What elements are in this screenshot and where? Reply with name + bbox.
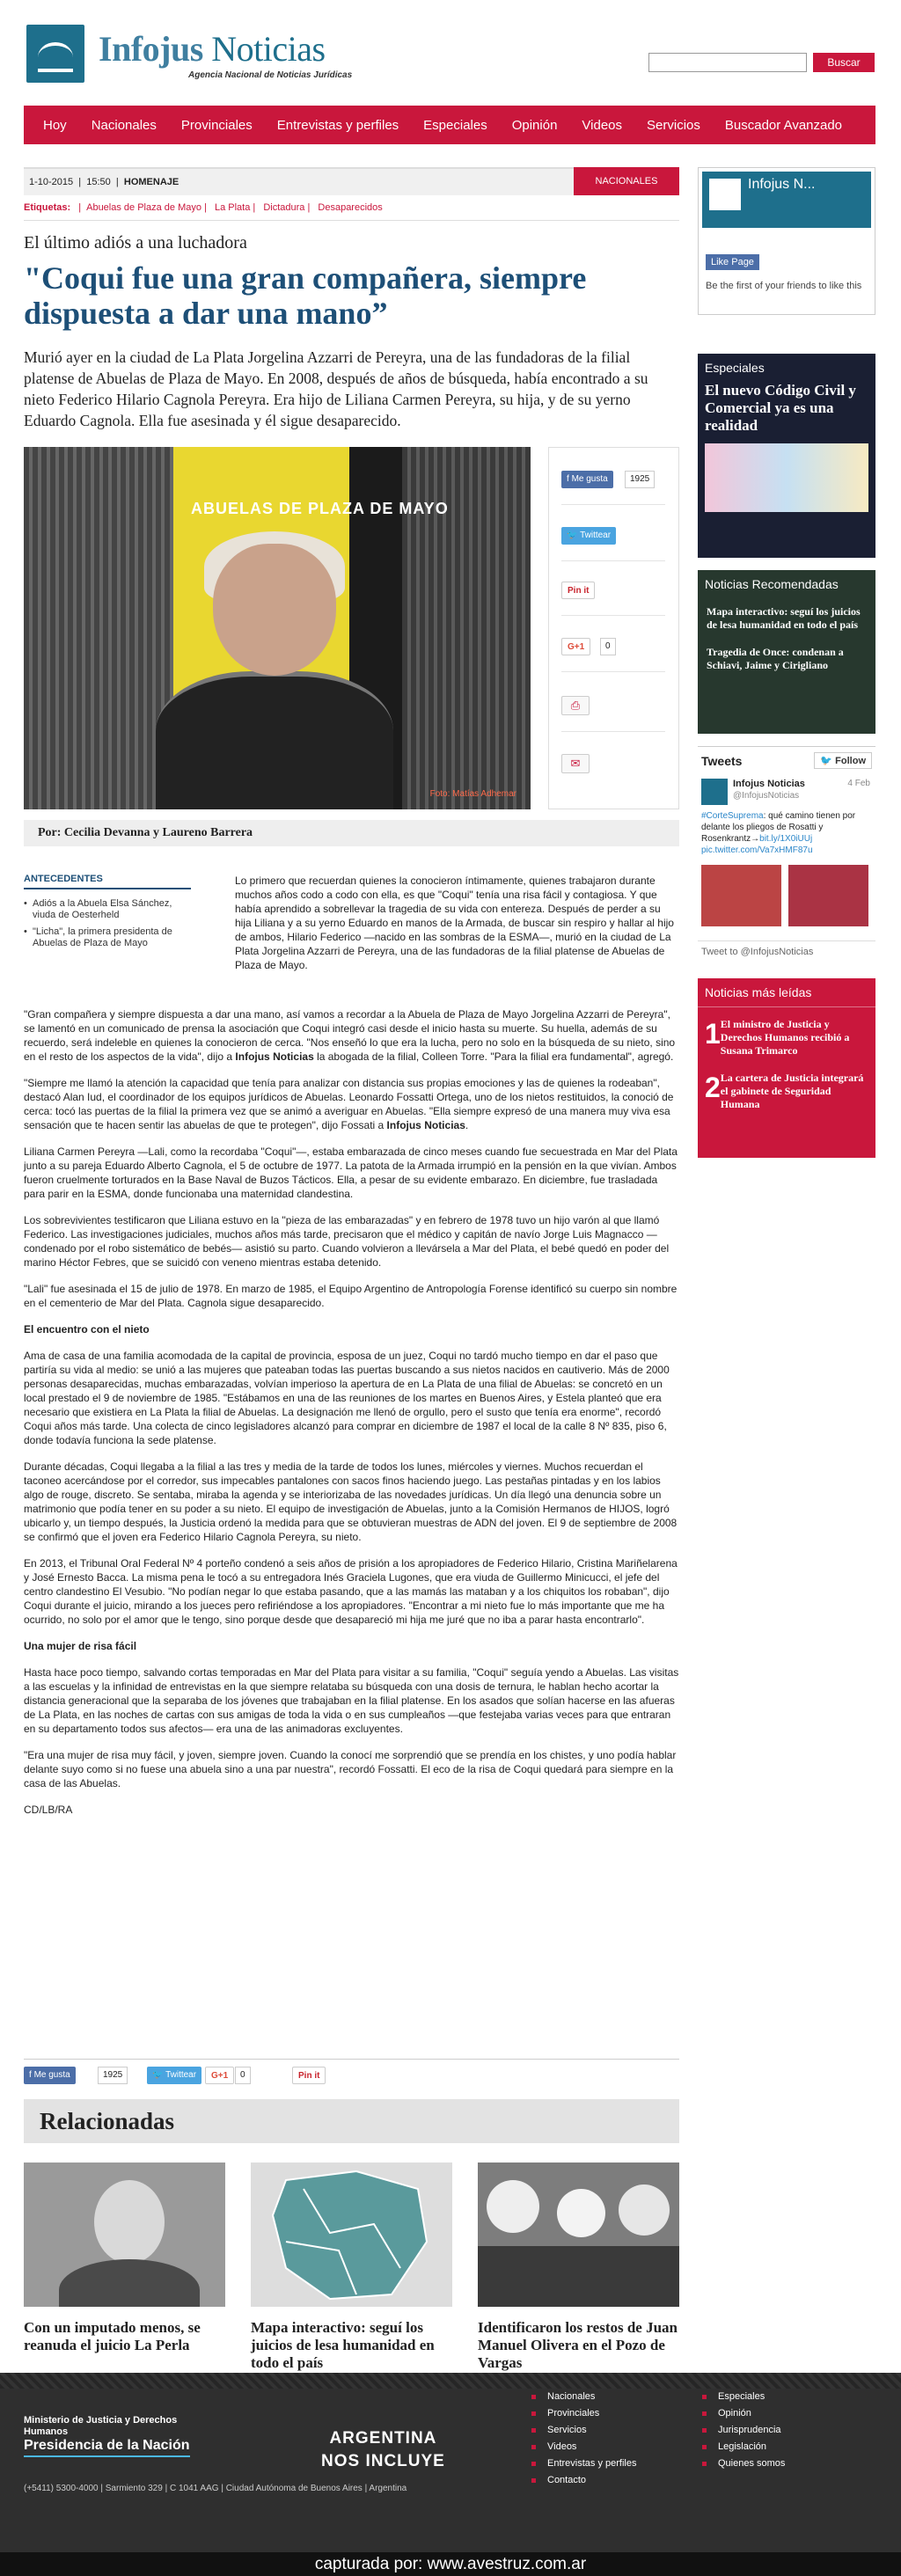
footer-link[interactable]: Legislación	[699, 2439, 785, 2455]
article-signature: CD/LB/RA	[24, 1804, 73, 1816]
paragraph: Hasta hace poco tiempo, salvando cortas temporadas en Mar del Plata para visitar a su familia, "Coqui" seguía yendo a Abuelas. Las visitas a las escuelas y la infinidad de entrevistas en la que siempre relataba su búsqueda con una dosis de ternura, le hablan hecho acortar la distancia generacional que la separaba de los jóvenes que trabajaban en la filial platense. En los asados que solían hacerse en las afueras de La Plata, en las noches de cartas con sus amigas de toda la vida o en sus cumpleaños —que festejaba varias veces para que entraran en su departamento todos sus afectos— era una de las animadoras excluyentes.	[24, 1666, 679, 1735]
facebook-like-count: 1925	[98, 2067, 128, 2084]
nav-item-especiales[interactable]: Especiales	[423, 117, 487, 133]
search-input[interactable]	[648, 53, 807, 72]
footer-address: (+5411) 5300-4000 | Sarmiento 329 | C 1041 AAG | Ciudad Autónoma de Buenos Aires | Argentina	[24, 2484, 407, 2493]
category-badge[interactable]: NACIONALES	[574, 167, 679, 195]
fb-friends-text: Be the first of your friends to like this	[706, 281, 862, 291]
tag-link[interactable]: Dictadura	[263, 202, 305, 213]
paragraph: En 2013, el Tribunal Oral Federal Nº 4 porteño condenó a seis años de prisión a los apropiadores de Federico Hilario, Cristina Mariñelarena y José Ernesto Bacca. La misma pena le tocó a su entregadora Inés Graciela Lugones, que era viuda de Guillermo Minicucci, el jefe del centro clandestino El Vesubio. "No podían negar lo que estaba pasando, que a las mamás las mataban y a los chiquitos los robaban", dijo Coqui durante el juicio, mirando a los jueces pero refiriéndose a los apropiadores. "Encontrar a mi nieto fue lo más importante que me ha ocurrido, no solo por el amor que le tengo, sino porque desde que desapareció mi hija me juré que no iba a parar hasta encontrarlo".	[24, 1557, 678, 1626]
meta-time: 15:50	[86, 177, 111, 187]
related-item[interactable]	[251, 2163, 452, 2372]
article-body	[24, 1007, 679, 1829]
tweets-heading: Tweets	[701, 754, 743, 768]
meta-section: HOMENAJE	[123, 177, 179, 187]
recomendadas-box	[698, 570, 875, 734]
twitter-avatar	[701, 779, 728, 805]
photo-credit: Foto: Matías Adhemar	[429, 789, 516, 799]
google-plus-button[interactable]: G+1	[205, 2067, 234, 2084]
article-lead: Murió ayer en la ciudad de La Plata Jorgelina Azzarri de Pereyra, una de las fundadoras de la filial platense de Abuelas de Plaza de Mayo. En 2008, después de años de búsqueda, había encontrado a su nieto Federico Hilario Cagnola Pereyra. Era hijo de Liliana Carmen Pereyra, su hija, y de su yerno Eduardo Cagnola. Ella fue asesinada y él sigue desaparecido.	[24, 348, 648, 429]
related-item[interactable]	[24, 2163, 225, 2354]
search-button[interactable]: Buscar	[813, 53, 875, 72]
antecedente-link[interactable]: • Adiós a la Abuela Elsa Sánchez, viuda de Oesterheld	[24, 898, 191, 921]
facebook-like-count: 1925	[625, 471, 655, 488]
tag-link[interactable]: La Plata	[214, 202, 251, 213]
footer-link[interactable]: Especiales	[699, 2389, 785, 2405]
logo-name-a: Infojus	[99, 29, 203, 69]
footer-ministerio: Ministerio de Justicia y Derechos Humanos	[24, 2415, 178, 2437]
article-byline: Por: Cecilia Devanna y Laureno Barrera	[24, 820, 679, 846]
logo-tagline: Agencia Nacional de Noticias Jurídicas	[188, 70, 353, 80]
fb-like-page-button[interactable]: Like Page	[706, 254, 759, 270]
pinterest-button[interactable]: Pin it	[561, 582, 595, 599]
related-item[interactable]	[478, 2163, 679, 2372]
footer-link[interactable]: Entrevistas y perfiles	[528, 2455, 636, 2472]
related-section	[24, 2099, 679, 2371]
nav-item-entrevistas[interactable]: Entrevistas y perfiles	[276, 117, 399, 133]
footer-link[interactable]: Jurisprudencia	[699, 2422, 785, 2439]
section-heading: El encuentro con el nieto	[24, 1323, 150, 1336]
google-plus-button[interactable]: G+1	[561, 638, 590, 655]
print-icon[interactable]: ⎙	[561, 696, 590, 715]
bottom-share-bar	[24, 2059, 679, 2085]
paragraph: Los sobrevivientes testificaron que Liliana estuvo en la "pieza de las embarazadas" y en febrero de 1978 tuvo un hijo varón al que llamó Federico. Las investigaciones judiciales, muchos años más tarde, precisaron que el médico y capitán de navío Jorge Luis Magnacco —condenado por el robo sistemático de bebés— asistió su parto. Cuando volvieron a llevársela a Mar del Plata, el bebé quedó en poder del marino Héctor Febres, que se suicidó con veneno mientras estaba detenido.	[24, 1214, 670, 1269]
paragraph: Ama de casa de una familia acomodada de la capital de provincia, esposa de un juez, Coqui no tardó mucho tiempo en dar el paso que partiría su vida al medio: se unió a las mujeres que pateaban todas las puertas buscando a sus nietos nacidos en cautiverio. Más de 2000 personas desaparecidas, muchas embarazadas, volvían imperioso la apertura de en La Plata de una filial de Abuelas: se concretó en un local prestado el 9 de noviembre de 1985. "Estábamos en una de las reuniones de los martes en Buenos Aires, y Estela planteó que era necesario que existiera en La Plata la filial de Abuelas. La designación me llenó de orgullo, pero el susto que tenía era enorme", recordó Coqui años más tarde. Una colecta de cinco legisladores alcanzó para comprar en diciembre de 1987 el local de la calle 8 Nº 835, piso 6, donde todavía funciona la sede platense.	[24, 1350, 670, 1446]
logo-icon	[26, 25, 84, 83]
capture-watermark: capturada por: www.avestruz.com.ar	[0, 2552, 901, 2576]
nav-item-buscador[interactable]: Buscador Avanzado	[724, 117, 843, 133]
nav-item-nacionales[interactable]: Nacionales	[91, 117, 157, 133]
logo-name-b: Noticias	[211, 29, 326, 69]
especiales-heading: Especiales	[705, 361, 765, 375]
mas-leida-item[interactable]: 2 La cartera de Justicia integrará el gabinete de Seguridad Humana	[705, 1072, 864, 1110]
tweet-text: #CorteSuprema: qué camino tienen por delante los pliegos de Rosatti y Rosenkrantz→bit.ly/1X0iUUj pic.twitter.com/Va7xHMF87u	[701, 811, 856, 855]
footer-link[interactable]: Contacto	[528, 2472, 636, 2489]
paragraph: "Lali" fue asesinada el 15 de julio de 1978. En marzo de 1985, el Equipo Argentino de Antropología Forense identificó su cuerpo sin nombre en el cementerio de Mar del Plata. Cagnola sigue desaparecido.	[24, 1283, 678, 1309]
paragraph: "Siempre me llamó la atención la capacidad que tenía para analizar con distancia sus propias emociones y las de quienes la rodeaban", destacó Alan Iud, el coordinador de los equipos jurídicos de Abuelas. Leonardo Fossatti Ortega, uno de los nietos restituidos, la conoció de cerca: tocó las puertas de la filial la primera vez que se animó a averiguar en Abuelas. "Ella siempre expresó de una manera muy viva esa sensación que te hacen sentir las abuelas de que te protegen", dijo Fossati a Infojus Noticias.	[24, 1077, 674, 1131]
tag-link[interactable]: Desaparecidos	[318, 202, 383, 213]
related-photo	[24, 2163, 225, 2307]
footer	[0, 2373, 901, 2576]
paragraph: Liliana Carmen Pereyra —Lali, como la recordaba "Coqui"—, estaba embarazada de cinco meses cuando fue secuestrada en Mar del Plata junto a su pareja Eduardo Alberto Cagnola, el 5 de octubre de 1977. La patota de la Armada irrumpió en la pensión en la que vivían. Ambos fueron cruelmente torturados en la Base Naval de Buzos Tácticos. Ella, a pesar de su evidente embarazo. En diciembre, fue trasladada para parir en la ESMA, donde funcionaba una maternidad clandestina.	[24, 1145, 678, 1200]
footer-presidencia: Presidencia de la Nación	[24, 2438, 190, 2457]
article-kicker: El último adiós a una luchadora	[24, 233, 247, 252]
header	[0, 0, 901, 104]
nav-item-provinciales[interactable]: Provinciales	[180, 117, 253, 133]
recomendadas-heading: Noticias Recomendadas	[705, 577, 839, 591]
meta-bar: 1-10-2015 | 15:50 | HOMENAJE NACIONALES	[24, 167, 679, 195]
related-heading: Relacionadas	[24, 2099, 679, 2143]
article-column	[24, 167, 679, 2371]
article-photo	[24, 447, 531, 809]
antecedentes-box	[24, 874, 191, 955]
mas-leida-item[interactable]: 1 El ministro de Justicia y Derechos Humanos recibió a Susana Trimarco	[705, 1018, 850, 1057]
tags-label: Etiquetas:	[24, 202, 71, 213]
nav-item-hoy[interactable]: Hoy	[43, 117, 67, 133]
footer-link[interactable]: Quienes somos	[699, 2455, 785, 2472]
article-title: "Coqui fue una gran compañera, siempre dispuesta a dar una mano”	[24, 260, 587, 331]
main-nav	[24, 106, 875, 144]
footer-link[interactable]: Nacionales	[528, 2389, 636, 2405]
recomendada-link[interactable]: Mapa interactivo: seguí los juicios de lesa humanidad en todo el país	[707, 605, 861, 631]
antecedentes-heading: ANTECEDENTES	[24, 874, 191, 889]
footer-argentina-logo: ARGENTINA NOS INCLUYE	[321, 2429, 445, 2470]
especiales-image[interactable]	[705, 443, 868, 512]
share-panel	[548, 447, 679, 809]
paragraph: "Gran compañera y siempre dispuesta a dar una mano, así vamos a recordar a la Abuela de Plaza de Mayo Jorgelina Azzarri de Pereyra", se lamentó en un comunicado de prensa la asociación que Coqui integró casi desde el inicio hasta su muerte. Su huella, además de su recuerdo, será indeleble en quienes la conocieron de cerca. "Nos enseñó lo que era la lucha, pero no solo en la búsqueda de su nieto, sino en el resto de los aspectos de la vida", dijo a Infojus Noticias la abogada de la filial, Colleen Torre. "Para la filial era fundamental", agregó.	[24, 1008, 676, 1063]
nav-item-servicios[interactable]: Servicios	[647, 117, 700, 133]
nav-item-opinion[interactable]: Opinión	[511, 117, 558, 133]
antecedente-link[interactable]: • "Licha", la primera presidenta de Abuelas de Plaza de Mayo	[24, 926, 191, 949]
paragraph: Durante décadas, Coqui llegaba a la filial a las tres y media de la tarde de todos los lunes, miércoles y viernes. Muchos recuerdan el taconeo acercándose por el corredor, sus impecables pantalones con sacos finos haciendo juego. Las pestañas pintadas y en los labios algo de rouge, discreto. Se sentaba, miraba la agenda y se interiorizaba de las novedades jurídicas. Un día llegó una denuncia sobre un matrimonio que podía tener en su poder a su nieto. El equipo de investigación de Abuelas, junto a la Comisión Hermanos de HIJOS, logró ubicarlo y, un tiempo después, la Justicia ordenó la medida para que se obtuvieran muestras de ADN del joven. El 9 de septiembre de 2008 se confirmó que el joven era Federico Hilario Cagnola Pereyra, su nieto.	[24, 1460, 678, 1543]
tweet-date: 4 Feb	[847, 779, 870, 788]
twitter-follow-button[interactable]: 🐦 Follow	[814, 752, 872, 769]
twitter-button[interactable]: 🐦 Twittear	[561, 527, 616, 545]
related-title[interactable]: Con un imputado menos, se reanuda el juicio La Perla	[24, 2319, 201, 2353]
footer-link[interactable]: Videos	[528, 2439, 636, 2455]
paragraph: "Era una mujer de risa muy fácil, y joven, siempre joven. Cuando la conocí me sorprendió que se prendía en los chistes, y uno podía hablar delante suyo como si no fuese una abuela sino a una par nuestra", recordó Fossatti. El eco de la risa de Coqui quedará para siempre en la casa de las Abuelas.	[24, 1749, 677, 1789]
facebook-like-button[interactable]: f Me gusta	[24, 2067, 76, 2084]
tweet-user[interactable]: Infojus Noticias	[733, 779, 805, 789]
related-photo	[478, 2163, 679, 2307]
related-map	[251, 2163, 452, 2307]
tags-row: Etiquetas: | Abuelas de Plaza de Mayo | La Plata | Dictadura | Desaparecidos	[24, 202, 679, 221]
facebook-like-button[interactable]: f Me gusta	[561, 471, 613, 488]
tweet-image[interactable]	[701, 865, 868, 926]
google-plus-count: 0	[600, 638, 616, 655]
footer-link[interactable]: Provinciales	[528, 2405, 636, 2422]
especiales-title[interactable]: El nuevo Código Civil y Comercial ya es una realidad	[705, 382, 856, 434]
related-title[interactable]: Identificaron los restos de Juan Manuel Olivera en el Pozo de Vargas	[478, 2319, 678, 2371]
nav-item-videos[interactable]: Videos	[582, 117, 623, 133]
mas-leidas-box	[698, 978, 875, 1158]
footer-links-1	[528, 2389, 636, 2489]
footer-link[interactable]: Opinión	[699, 2405, 785, 2422]
footer-link[interactable]: Servicios	[528, 2422, 636, 2439]
mas-leidas-heading: Noticias más leídas	[698, 978, 875, 1007]
related-title[interactable]: Mapa interactivo: seguí los juicios de lesa humanidad en todo el país	[251, 2319, 435, 2371]
twitter-widget	[698, 746, 875, 966]
section-heading: Una mujer de risa fácil	[24, 1640, 137, 1652]
fb-page-name[interactable]: Infojus N...	[748, 177, 816, 192]
twitter-button[interactable]: 🐦 Twittear	[147, 2067, 201, 2084]
footer-links-2	[699, 2389, 785, 2472]
tweet-handle: @InfojusNoticias	[733, 791, 800, 801]
site-logo[interactable]	[26, 25, 361, 86]
tweet-to-input[interactable]: Tweet to @InfojusNoticias	[698, 940, 875, 963]
article-intro: Lo primero que recuerdan quienes la conocieron íntimamente, quienes trabajaron durante muchos años codo a codo con ella, es que "Coqui" tenía una risa fácil y contagiosa. Y que había aprendido a sobrellevar la tragedia de su vida con entereza. Después de perder a su hija Liliana y a su yerno Eduardo en manos de la Armada, de buscar sin respiro y hallar al hijo de ambos, Hilario Federico —nacido en las sombras de la ESMA—, murió en la ciudad de La Plata Jorgelina Azzarri de Pereyra, una de las fundadoras de la filial platense de Abuelas de Plaza de Mayo.	[235, 875, 674, 971]
google-plus-count: 0	[235, 2067, 251, 2084]
meta-date: 1-10-2015	[29, 177, 74, 187]
sidebar	[698, 167, 875, 1170]
photo-sign-text: ABUELAS DE PLAZA DE MAYO	[191, 500, 449, 517]
facebook-widget	[698, 167, 875, 315]
email-icon[interactable]: ✉	[561, 754, 590, 773]
recomendada-link[interactable]: Tragedia de Once: condenan a Schiavi, Jaime y Cirigliano	[707, 646, 844, 671]
especiales-box	[698, 354, 875, 558]
tag-link[interactable]: Abuelas de Plaza de Mayo	[86, 202, 201, 213]
pinterest-button[interactable]: Pin it	[292, 2067, 326, 2084]
